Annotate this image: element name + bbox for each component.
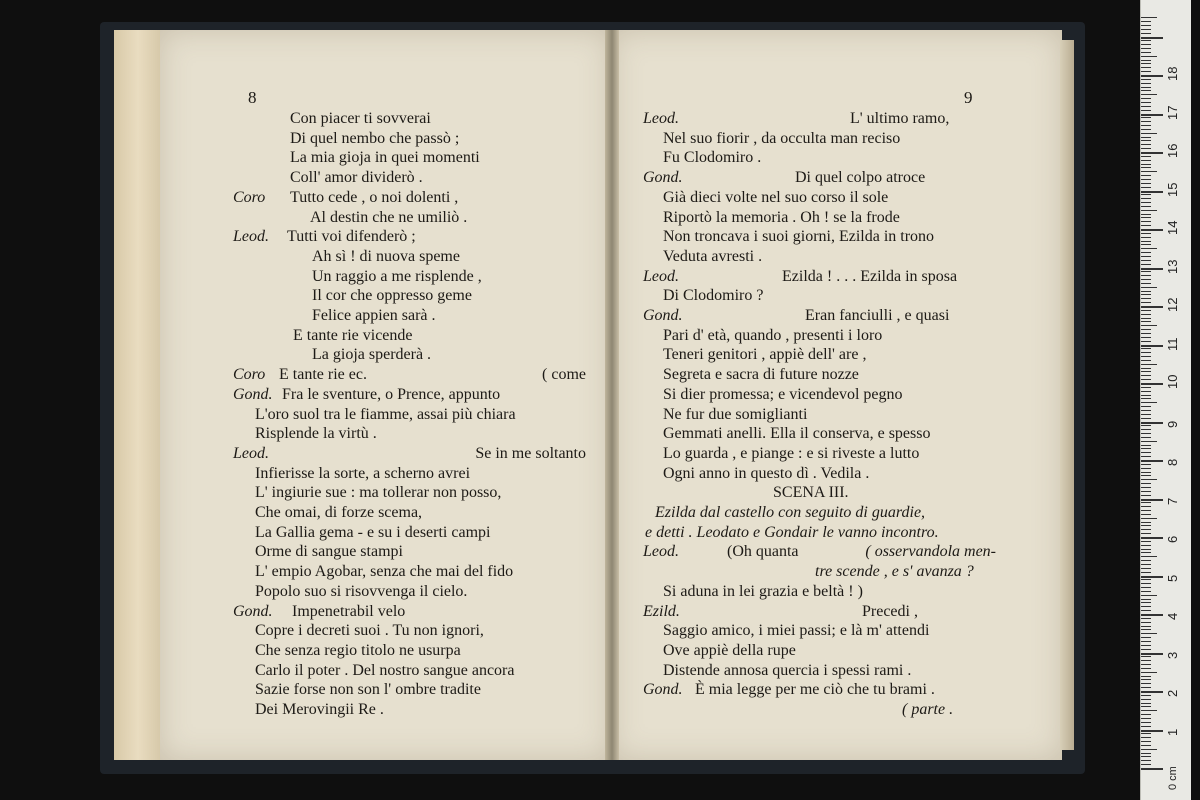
ruler-tick <box>1141 383 1163 385</box>
ruler-tick <box>1141 456 1151 457</box>
verse-line: La Gallia gema - e su i deserti campi <box>255 523 491 541</box>
ruler-tick <box>1141 221 1151 222</box>
ruler-tick <box>1141 187 1151 188</box>
verse-line: Pari d' età, quando , presenti i loro <box>663 326 883 344</box>
ruler-tick <box>1141 560 1151 561</box>
verse-line: Carlo il poter . Del nostro sangue ancora <box>255 661 515 679</box>
ruler-number: 13 <box>1165 259 1180 274</box>
ruler-tick <box>1141 549 1151 550</box>
ruler-tick <box>1141 529 1151 530</box>
ruler-tick <box>1141 248 1157 249</box>
verse-line: Risplende la virtù . <box>255 425 377 443</box>
ruler-tick <box>1141 564 1151 565</box>
verse-line: Il cor che oppresso geme <box>312 287 472 305</box>
ruler-tick <box>1141 726 1151 727</box>
ruler-tick <box>1141 514 1151 515</box>
ruler-tick <box>1141 699 1151 700</box>
ruler-tick <box>1141 133 1157 134</box>
verse-line: Fu Clodomiro . <box>663 149 762 167</box>
ruler-tick <box>1141 241 1151 242</box>
verse-line: e detti . Leodato e Gondair le vanno incontro. <box>645 523 939 541</box>
ruler-tick <box>1141 306 1163 308</box>
ruler-tick <box>1141 460 1163 462</box>
ruler-tick <box>1141 483 1151 484</box>
ruler-tick <box>1141 283 1151 284</box>
verse-line: Nel suo fiorir , da occulta man reciso <box>663 129 901 147</box>
verse-line: Infierisse la sorte, a scherno avrei <box>255 464 471 482</box>
speaker-label: Gond. <box>233 385 273 403</box>
ruler-number: 6 <box>1165 535 1180 543</box>
ruler-tick <box>1141 764 1151 765</box>
ruler-tick <box>1141 499 1163 501</box>
ruler-tick <box>1141 48 1151 49</box>
verse-line: Tutto cede , o noi dolenti , <box>290 188 459 206</box>
ruler-number: 12 <box>1165 297 1180 312</box>
ruler-tick <box>1141 318 1151 319</box>
ruler-tick <box>1141 768 1163 770</box>
ruler-tick <box>1141 237 1151 238</box>
ruler-tick <box>1141 244 1151 245</box>
ruler-tick <box>1141 406 1151 407</box>
ruler-tick <box>1141 568 1151 569</box>
verse-line: Impenetrabil velo <box>292 602 406 620</box>
right-page-edges <box>1060 40 1074 750</box>
ruler-tick <box>1141 510 1151 511</box>
ruler-tick <box>1141 756 1151 757</box>
ruler-tick <box>1141 576 1163 578</box>
verse-line-right: ( come <box>542 366 586 384</box>
verse-line: Precedi , <box>862 602 918 620</box>
ruler-tick <box>1141 71 1151 72</box>
verse-line: La mia gioja in quei momenti <box>290 149 480 167</box>
verse-line: La gioja sperderà . <box>312 346 432 364</box>
verse-line: Popolo suo si risovvenga il cielo. <box>255 582 468 600</box>
ruler-tick <box>1141 495 1151 496</box>
ruler-tick <box>1141 129 1151 130</box>
ruler-tick <box>1141 356 1151 357</box>
ruler-tick <box>1141 268 1163 270</box>
verse-line: Felice appien sarà . <box>312 307 436 324</box>
ruler-tick <box>1141 94 1157 95</box>
verse-line: Segreta e sacra di future nozze <box>663 366 859 384</box>
ruler-tick <box>1141 140 1151 141</box>
ruler-tick <box>1141 387 1151 388</box>
ruler-tick <box>1141 56 1157 57</box>
ruler-tick <box>1141 714 1151 715</box>
ruler-tick <box>1141 425 1151 426</box>
ruler-tick <box>1141 433 1151 434</box>
ruler-number: 15 <box>1165 182 1180 197</box>
ruler-tick <box>1141 314 1151 315</box>
ruler-tick <box>1141 418 1151 419</box>
ruler-tick <box>1141 379 1151 380</box>
verse-line: Fra le sventure, o Prence, appunto <box>282 385 501 403</box>
verse-line: L' ingiurie sue : ma tollerar non posso, <box>255 484 502 502</box>
ruler-tick <box>1141 156 1151 157</box>
ruler-tick <box>1141 121 1151 122</box>
verse-line: Che omai, di forze scema, <box>255 504 423 521</box>
ruler-tick <box>1141 468 1151 469</box>
ruler-tick <box>1141 622 1151 623</box>
ruler-tick <box>1141 63 1151 64</box>
ruler-tick <box>1141 364 1157 365</box>
ruler-tick <box>1141 491 1151 492</box>
ruler-tick <box>1141 572 1151 573</box>
ruler-tick <box>1141 391 1151 392</box>
ruler-number: 16 <box>1165 143 1180 158</box>
verse-line: Veduta avresti . <box>663 247 763 265</box>
ruler-tick <box>1141 321 1151 322</box>
ruler-tick <box>1141 633 1157 634</box>
ruler-tick <box>1141 33 1151 34</box>
ruler-tick <box>1141 198 1151 199</box>
verse-line: Al destin che ne umiliò . <box>310 208 468 226</box>
ruler-tick <box>1141 710 1157 711</box>
ruler-tick <box>1141 653 1163 655</box>
ruler-tick <box>1141 722 1151 723</box>
ruler-tick <box>1141 171 1157 172</box>
ruler-tick <box>1141 737 1151 738</box>
ruler-tick <box>1141 110 1151 111</box>
ruler-tick <box>1141 703 1151 704</box>
ruler-tick <box>1141 337 1151 338</box>
ruler-tick <box>1141 583 1151 584</box>
verse-line-right: Se in me soltanto <box>475 444 586 462</box>
speaker-label: Coro <box>233 366 266 384</box>
ruler-tick <box>1141 21 1151 22</box>
ruler-tick <box>1141 148 1151 149</box>
ruler-tick <box>1141 522 1151 523</box>
ruler-tick <box>1141 660 1151 661</box>
ruler-tick <box>1141 210 1157 211</box>
ruler-tick <box>1141 87 1151 88</box>
ruler-tick <box>1141 637 1151 638</box>
ruler-tick <box>1141 656 1151 657</box>
ruler-tick <box>1141 410 1151 411</box>
verse-line: Ezilda ! . . . Ezilda in sposa <box>782 267 958 285</box>
ruler-tick <box>1141 479 1157 480</box>
ruler-tick <box>1141 144 1151 145</box>
verse-line: Teneri genitori , appiè dell' are , <box>663 346 867 364</box>
ruler-tick <box>1141 287 1157 288</box>
ruler-tick <box>1141 44 1151 45</box>
verse-line: Ne fur due somiglianti <box>663 405 808 423</box>
ruler-tick <box>1141 626 1151 627</box>
verse-line: Che senza regio titolo ne usurpa <box>255 641 461 659</box>
ruler-number: 14 <box>1165 220 1180 235</box>
ruler-number: 17 <box>1165 105 1180 120</box>
ruler-tick <box>1141 298 1151 299</box>
verse-line: Dei Merovingii Re . <box>255 701 384 718</box>
verse-line-right: ( osservandola men- <box>865 543 996 561</box>
verse-line: Ove appiè della rupe <box>663 641 796 659</box>
ruler-tick <box>1141 191 1163 193</box>
verse-line: È mia legge per me ciò che tu brami . <box>695 681 935 699</box>
ruler-tick <box>1141 472 1151 473</box>
ruler-tick <box>1141 25 1151 26</box>
ruler-tick <box>1141 679 1151 680</box>
ruler-tick <box>1141 398 1151 399</box>
ruler-tick <box>1141 718 1151 719</box>
ruler-tick <box>1141 194 1151 195</box>
verse-line: Saggio amico, i miei passi; e là m' attendi <box>663 622 930 640</box>
speaker-label: Gond. <box>643 307 683 324</box>
ruler-tick <box>1141 610 1151 611</box>
ruler-tick <box>1141 167 1151 168</box>
ruler-tick <box>1141 760 1151 761</box>
ruler-tick <box>1141 206 1151 207</box>
ruler-tick <box>1141 587 1151 588</box>
ruler-tick <box>1141 545 1151 546</box>
verse-line: L' empio Agobar, senza che mai del fido <box>255 563 514 581</box>
ruler-tick <box>1141 683 1151 684</box>
ruler-number: 18 <box>1165 66 1180 81</box>
ruler-tick <box>1141 225 1151 226</box>
ruler-tick <box>1141 279 1151 280</box>
ruler-number: 4 <box>1165 612 1180 620</box>
ruler-tick <box>1141 706 1151 707</box>
ruler-number: 10 <box>1165 374 1180 389</box>
ruler-tick <box>1141 402 1157 403</box>
ruler-tick <box>1141 137 1151 138</box>
verse-line: E tante rie ec. <box>279 366 367 384</box>
ruler-tick <box>1141 502 1151 503</box>
ruler-tick <box>1141 183 1151 184</box>
ruler-tick <box>1141 160 1151 161</box>
verse-line: Di quel colpo atroce <box>795 169 926 187</box>
ruler-tick <box>1141 676 1151 677</box>
ruler-tick <box>1141 533 1151 534</box>
ruler-tick <box>1141 753 1151 754</box>
ruler-tick <box>1141 325 1157 326</box>
ruler-tick <box>1141 668 1151 669</box>
ruler-number: 2 <box>1165 689 1180 697</box>
verse-line: Riportò la memoria . Oh ! se la frode <box>663 208 900 226</box>
ruler-tick <box>1141 79 1151 80</box>
verse-line: Si dier promessa; e vicendevol pegno <box>663 385 903 403</box>
ruler-tick <box>1141 310 1151 311</box>
ruler-tick <box>1141 733 1151 734</box>
verse-line: Con piacer ti sovverai <box>290 110 431 127</box>
verse-line: Un raggio a me risplende , <box>312 267 482 285</box>
ruler-tick <box>1141 102 1151 103</box>
ruler-tick <box>1141 441 1157 442</box>
ruler-tick <box>1141 175 1151 176</box>
speaker-label: Leod. <box>643 267 679 285</box>
ruler-tick <box>1141 341 1151 342</box>
ruler-tick <box>1141 302 1151 303</box>
ruler-tick <box>1141 506 1151 507</box>
ruler-tick <box>1141 556 1157 557</box>
ruler-tick <box>1141 229 1163 231</box>
ruler-tick <box>1141 67 1151 68</box>
ruler-tick <box>1141 252 1151 253</box>
ruler-tick <box>1141 395 1151 396</box>
verse-line: Di quel nembo che passò ; <box>290 129 460 147</box>
ruler-number: 11 <box>1165 337 1180 351</box>
ruler-tick <box>1141 649 1151 650</box>
ruler-number: 3 <box>1165 651 1180 659</box>
ruler-tick <box>1141 179 1151 180</box>
ruler-tick <box>1141 264 1151 265</box>
ruler-tick <box>1141 329 1151 330</box>
speaker-label: Leod. <box>643 543 679 561</box>
ruler-number: 1 <box>1165 728 1180 736</box>
verse-line: Ezilda dal castello con seguito di guardie, <box>655 504 926 521</box>
ruler-number: 7 <box>1165 497 1180 505</box>
ruler-tick <box>1141 437 1151 438</box>
verse-line: E tante rie vicende <box>293 326 413 344</box>
ruler-tick <box>1141 125 1151 126</box>
ruler-tick <box>1141 687 1151 688</box>
verse-line: Ogni anno in questo dì . Vedila . <box>663 464 870 482</box>
ruler-tick <box>1141 106 1151 107</box>
ruler-tick <box>1141 368 1151 369</box>
ruler-tick <box>1141 452 1151 453</box>
ruler-tick <box>1141 271 1151 272</box>
ruler-tick <box>1141 152 1163 154</box>
verse-line: Coll' amor dividerò . <box>290 169 423 187</box>
ruler-tick <box>1141 618 1151 619</box>
ruler-number: 8 <box>1165 458 1180 466</box>
verse-line: tre scende , e s' avanza ? <box>815 563 974 581</box>
verse-line: Tutti voi difenderò ; <box>287 228 416 246</box>
measurement-ruler <box>1140 0 1191 800</box>
ruler-tick <box>1141 645 1151 646</box>
verse-line: ( parte . <box>902 701 954 718</box>
ruler-tick <box>1141 730 1163 732</box>
ruler-tick <box>1141 40 1151 41</box>
ruler-tick <box>1141 614 1163 616</box>
verse-line: Orme di sangue stampi <box>255 543 403 561</box>
ruler-tick <box>1141 114 1163 116</box>
ruler-tick <box>1141 60 1151 61</box>
ruler-tick <box>1141 464 1151 465</box>
ruler-tick <box>1141 345 1163 347</box>
verse-line: (Oh quanta <box>727 543 799 561</box>
verse-line: L' ultimo ramo, <box>850 110 950 127</box>
ruler-tick <box>1141 525 1151 526</box>
ruler-tick <box>1141 98 1151 99</box>
ruler-tick <box>1141 695 1151 696</box>
verse-line: Lo guarda , e piange : e si riveste a lutto <box>663 444 920 462</box>
ruler-tick <box>1141 422 1163 424</box>
ruler-tick <box>1141 371 1151 372</box>
speaker-label: Ezild. <box>643 602 680 620</box>
verse-line: Di Clodomiro ? <box>663 287 764 305</box>
ruler-tick <box>1141 749 1157 750</box>
ruler-tick <box>1141 629 1151 630</box>
verse-line: SCENA III. <box>773 484 849 502</box>
ruler-tick <box>1141 260 1151 261</box>
ruler-tick <box>1141 429 1151 430</box>
ruler-tick <box>1141 448 1151 449</box>
ruler-tick <box>1141 348 1151 349</box>
verse-line: Eran fanciulli , e quasi <box>805 307 950 324</box>
ruler-tick <box>1141 672 1157 673</box>
ruler-tick <box>1141 518 1157 519</box>
ruler-tick <box>1141 214 1151 215</box>
ruler-tick <box>1141 37 1163 39</box>
verse-line: Gemmati anelli. Ella il conserva, e spesso <box>663 425 931 443</box>
verse-line: L'oro suol tra le fiamme, assai più chiara <box>255 405 516 423</box>
ruler-tick <box>1141 333 1151 334</box>
ruler-tick <box>1141 291 1151 292</box>
speaker-label: Leod. <box>643 110 679 127</box>
ruler-tick <box>1141 117 1151 118</box>
ruler-tick <box>1141 360 1151 361</box>
verse-line: Già dieci volte nel suo corso il sole <box>663 188 889 206</box>
ruler-number: 5 <box>1165 574 1180 582</box>
speaker-label: Gond. <box>233 602 273 620</box>
ruler-tick <box>1141 414 1151 415</box>
ruler-number: 9 <box>1165 420 1180 428</box>
ruler-tick <box>1141 52 1151 53</box>
ruler-tick <box>1141 445 1151 446</box>
ruler-tick <box>1141 90 1151 91</box>
ruler-unit: 0 cm <box>1167 766 1179 790</box>
ruler-tick <box>1141 29 1151 30</box>
ruler-tick <box>1141 591 1151 592</box>
ruler-tick <box>1141 352 1151 353</box>
ruler-tick <box>1141 233 1151 234</box>
speaker-label: Gond. <box>643 169 683 187</box>
ruler-tick <box>1141 599 1151 600</box>
ruler-tick <box>1141 602 1151 603</box>
ruler-tick <box>1141 487 1151 488</box>
ruler-tick <box>1141 741 1151 742</box>
speaker-label: Gond. <box>643 681 683 699</box>
ruler-tick <box>1141 664 1151 665</box>
ruler-tick <box>1141 541 1151 542</box>
ruler-tick <box>1141 595 1157 596</box>
verse-line: Sazie forse non son l' ombre tradite <box>255 681 481 699</box>
right-page-number: 9 <box>964 88 973 107</box>
ruler-tick <box>1141 75 1163 77</box>
left-page-number: 8 <box>248 88 257 107</box>
verse-line: Ah sì ! di nuova speme <box>312 247 460 265</box>
ruler-tick <box>1141 256 1151 257</box>
ruler-tick <box>1141 641 1151 642</box>
ruler-tick <box>1141 375 1151 376</box>
ruler-tick <box>1141 83 1151 84</box>
verse-line: Distende annosa quercia i spessi rami . <box>663 661 912 679</box>
ruler-tick <box>1141 202 1151 203</box>
book-gutter <box>605 30 619 760</box>
ruler-tick <box>1141 552 1151 553</box>
ruler-tick <box>1141 475 1151 476</box>
ruler-tick <box>1141 294 1151 295</box>
ruler-tick <box>1141 579 1151 580</box>
speaker-label: Leod. <box>233 228 269 246</box>
ruler-tick <box>1141 745 1151 746</box>
verse-line: Non troncava i suoi giorni, Ezilda in trono <box>663 228 935 246</box>
ruler-tick <box>1141 217 1151 218</box>
verse-line: Copre i decreti suoi . Tu non ignori, <box>255 622 484 640</box>
ruler-tick <box>1141 275 1151 276</box>
ruler-tick <box>1141 164 1151 165</box>
verse-line: Si aduna in lei grazia e beltà ! ) <box>663 582 863 600</box>
speaker-label: Leod. <box>233 444 269 462</box>
ruler-tick <box>1141 537 1163 539</box>
ruler-tick <box>1141 17 1157 18</box>
ruler-tick <box>1141 691 1163 693</box>
speaker-label: Coro <box>233 188 266 206</box>
ruler-tick <box>1141 606 1151 607</box>
